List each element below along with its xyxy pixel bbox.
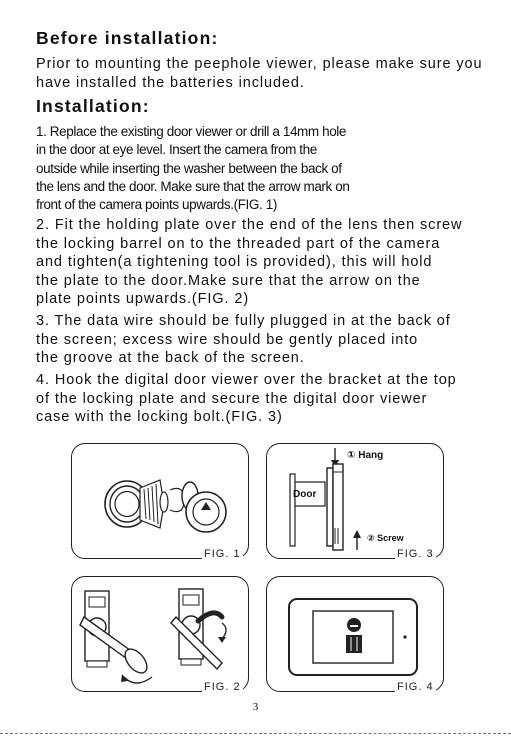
camera-lens-illustration [72,444,248,558]
figure-3-hang-and-screw [266,443,444,559]
step-text: 1. Replace the existing door viewer or drill a 14mm hole in the door at eye level. Insert the camera from the outside while inserting the washer between the back of the lens and the door. Make sure that the arrow mark on front of the camera points upwards.(FIG. 1) [36,124,350,213]
locking-plate-illustration [72,577,248,691]
figure-2-label: FIG. 2 [204,681,241,693]
figure-2-tightening-tool [71,576,249,692]
figure-4-installed-viewer [266,576,444,692]
bottom-dashed-rule [0,733,511,734]
figure-1-camera-insertion [71,443,249,559]
door-label: Door [293,489,317,500]
step-text: 4. Hook the digital door viewer over the bracket at the top of the locking plate and secure the digital door viewer case with the locking bolt.(FIG. 3) [36,372,457,426]
door-viewer-screen-illustration [267,577,443,691]
step-text: 2. Fit the holding plate over the end of the lens then screw the locking barrel on to the threaded part of the camera and tighten(a tightening tool is provided), this will hold the plate to the door.Make sure that the arrow on the plate points upwards.(FIG. 2) [36,217,463,308]
before-installation-heading: Before installation: [36,28,219,48]
hang-label: ① Hang [347,450,384,461]
figure-1-label: FIG. 1 [204,548,241,560]
bracket-illustration [267,444,443,558]
figure-4-label: FIG. 4 [397,681,434,693]
screw-label: ② Screw [367,533,404,543]
before-installation-paragraph: Prior to mounting the peephole viewer, please make sure you have installed the batteries included. [36,56,483,91]
installation-heading: Installation: [36,96,150,116]
page-number: 3 [252,701,259,713]
step-text: 3. The data wire should be fully plugged in at the back of the screen; excess wire should be gently placed into the groove at the back of the screen. [36,313,451,367]
figure-3-label: FIG. 3 [397,548,434,560]
